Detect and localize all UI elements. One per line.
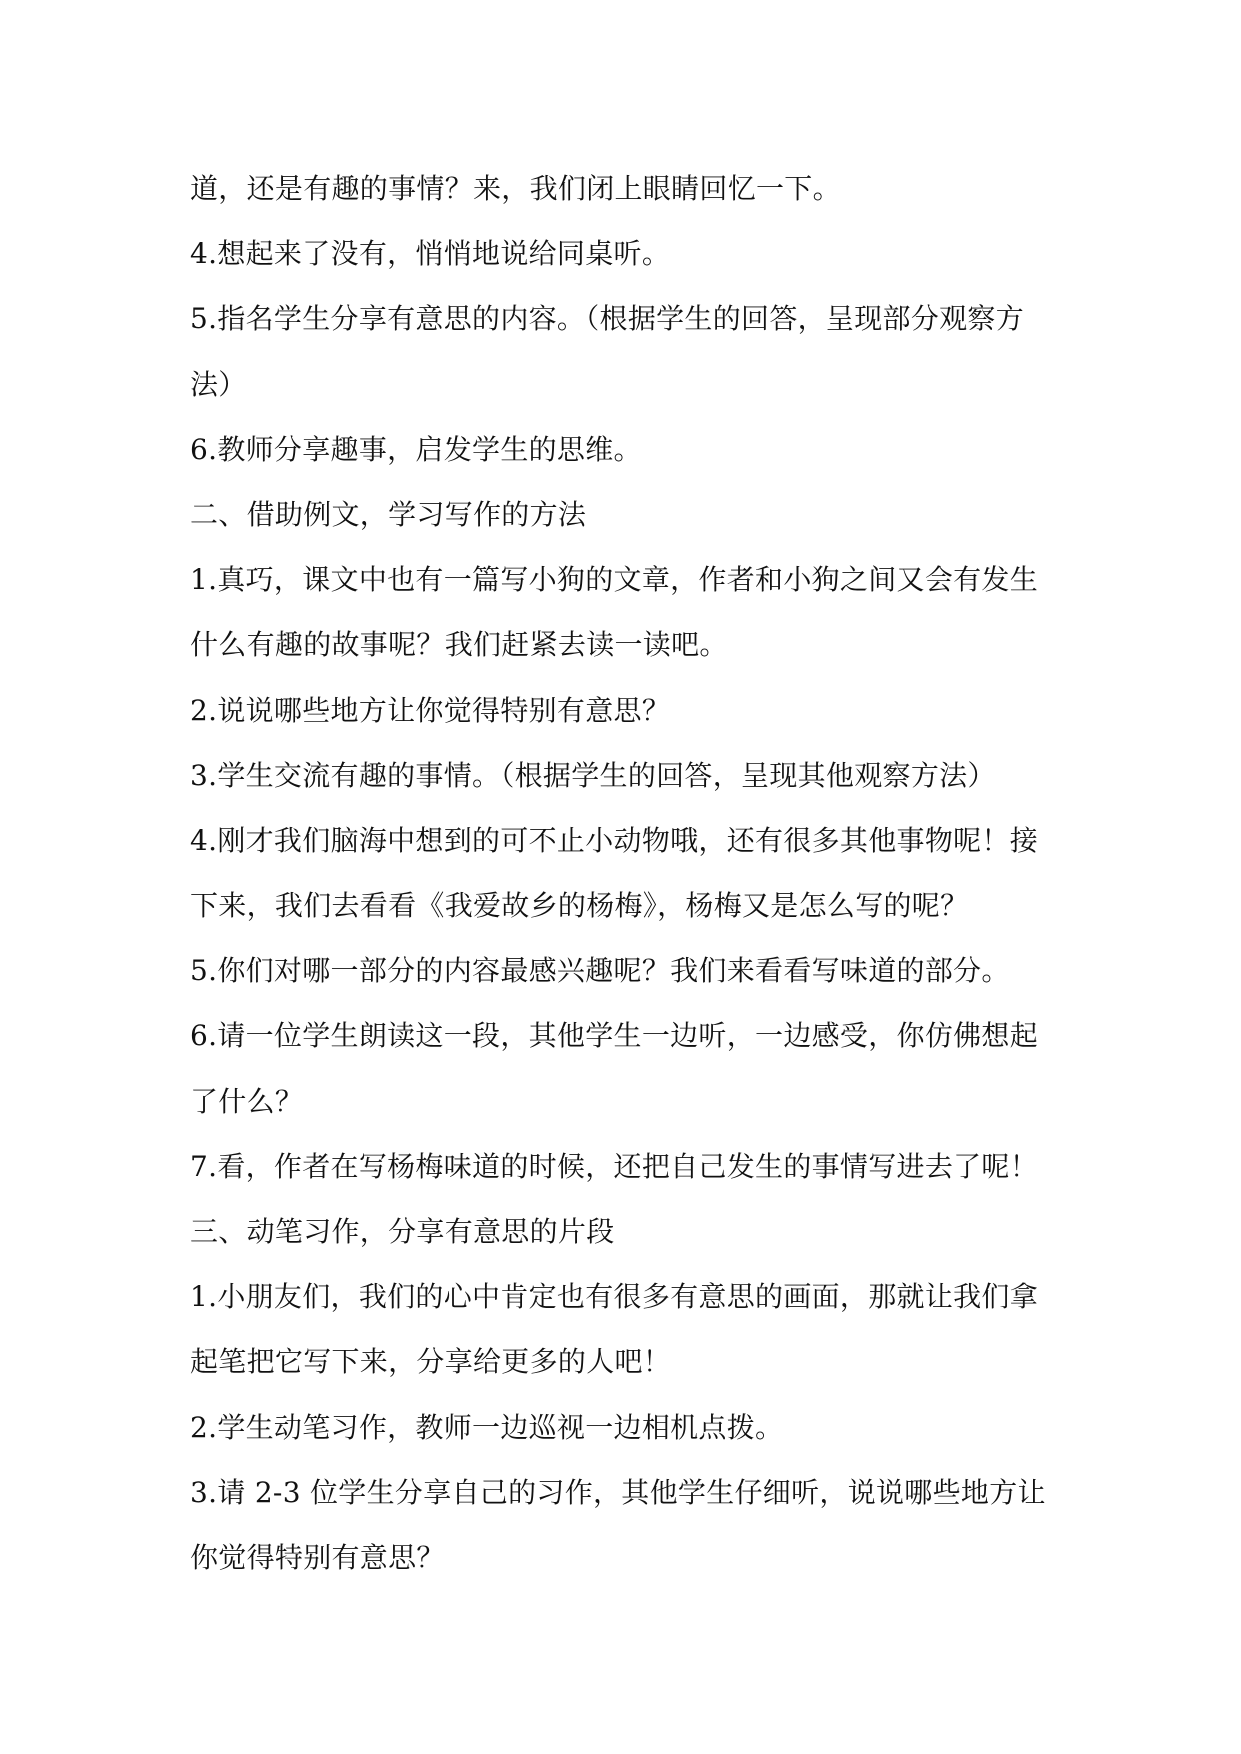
paragraph-line: 3.学生交流有趣的事情。（根据学生的回答，呈现其他观察方法）: [190, 758, 996, 792]
paragraph-line: 6.请一位学生朗读这一段，其他学生一边听，一边感受，你仿佛想起: [190, 1019, 1039, 1053]
paragraph-line: 6.教师分享趣事，启发学生的思维。: [190, 432, 642, 466]
paragraph-line: 1.真巧，课文中也有一篇写小狗的文章，作者和小狗之间又会有发生: [190, 563, 1039, 597]
section-heading: 二、借助例文，学习写作的方法: [190, 497, 587, 531]
document-body: [190, 156, 1070, 1590]
paragraph-line: 了什么？: [190, 1084, 304, 1118]
paragraph-line: 7.看，作者在写杨梅味道的时候，还把自己发生的事情写进去了呢！: [190, 1149, 1039, 1183]
paragraph-line: 5.你们对哪一部分的内容最感兴趣呢？我们来看看写味道的部分。: [190, 954, 1010, 988]
paragraph-line: 2.学生动笔习作，教师一边巡视一边相机点拨。: [190, 1410, 784, 1444]
paragraph-line: 起笔把它写下来，分享给更多的人吧！: [190, 1345, 672, 1379]
paragraph-line: 2.说说哪些地方让你觉得特别有意思？: [190, 693, 671, 727]
paragraph-line: 1.小朋友们，我们的心中肯定也有很多有意思的画面，那就让我们拿: [190, 1280, 1039, 1314]
paragraph-line: 4.想起来了没有，悄悄地说给同桌听。: [190, 237, 671, 271]
paragraph-line: 法）: [190, 367, 247, 401]
paragraph-line: 5.指名学生分享有意思的内容。（根据学生的回答，呈现部分观察方: [190, 302, 1025, 336]
paragraph-line: 3.请 2-3 位学生分享自己的习作，其他学生仔细听，说说哪些地方让: [190, 1475, 1046, 1509]
paragraph-line: 道，还是有趣的事情？来，我们闭上眼睛回忆一下。: [190, 172, 841, 205]
section-heading: 三、动笔习作，分享有意思的片段: [190, 1215, 615, 1248]
paragraph-line: 4.刚才我们脑海中想到的可不止小动物哦，还有很多其他事物呢！接: [190, 823, 1039, 857]
paragraph-line: 下来，我们去看看《我爱故乡的杨梅》，杨梅又是怎么写的呢？: [190, 889, 969, 923]
paragraph-line: 你觉得特别有意思？: [190, 1540, 445, 1574]
paragraph-line: 什么有趣的故事呢？我们赶紧去读一读吧。: [190, 628, 728, 662]
